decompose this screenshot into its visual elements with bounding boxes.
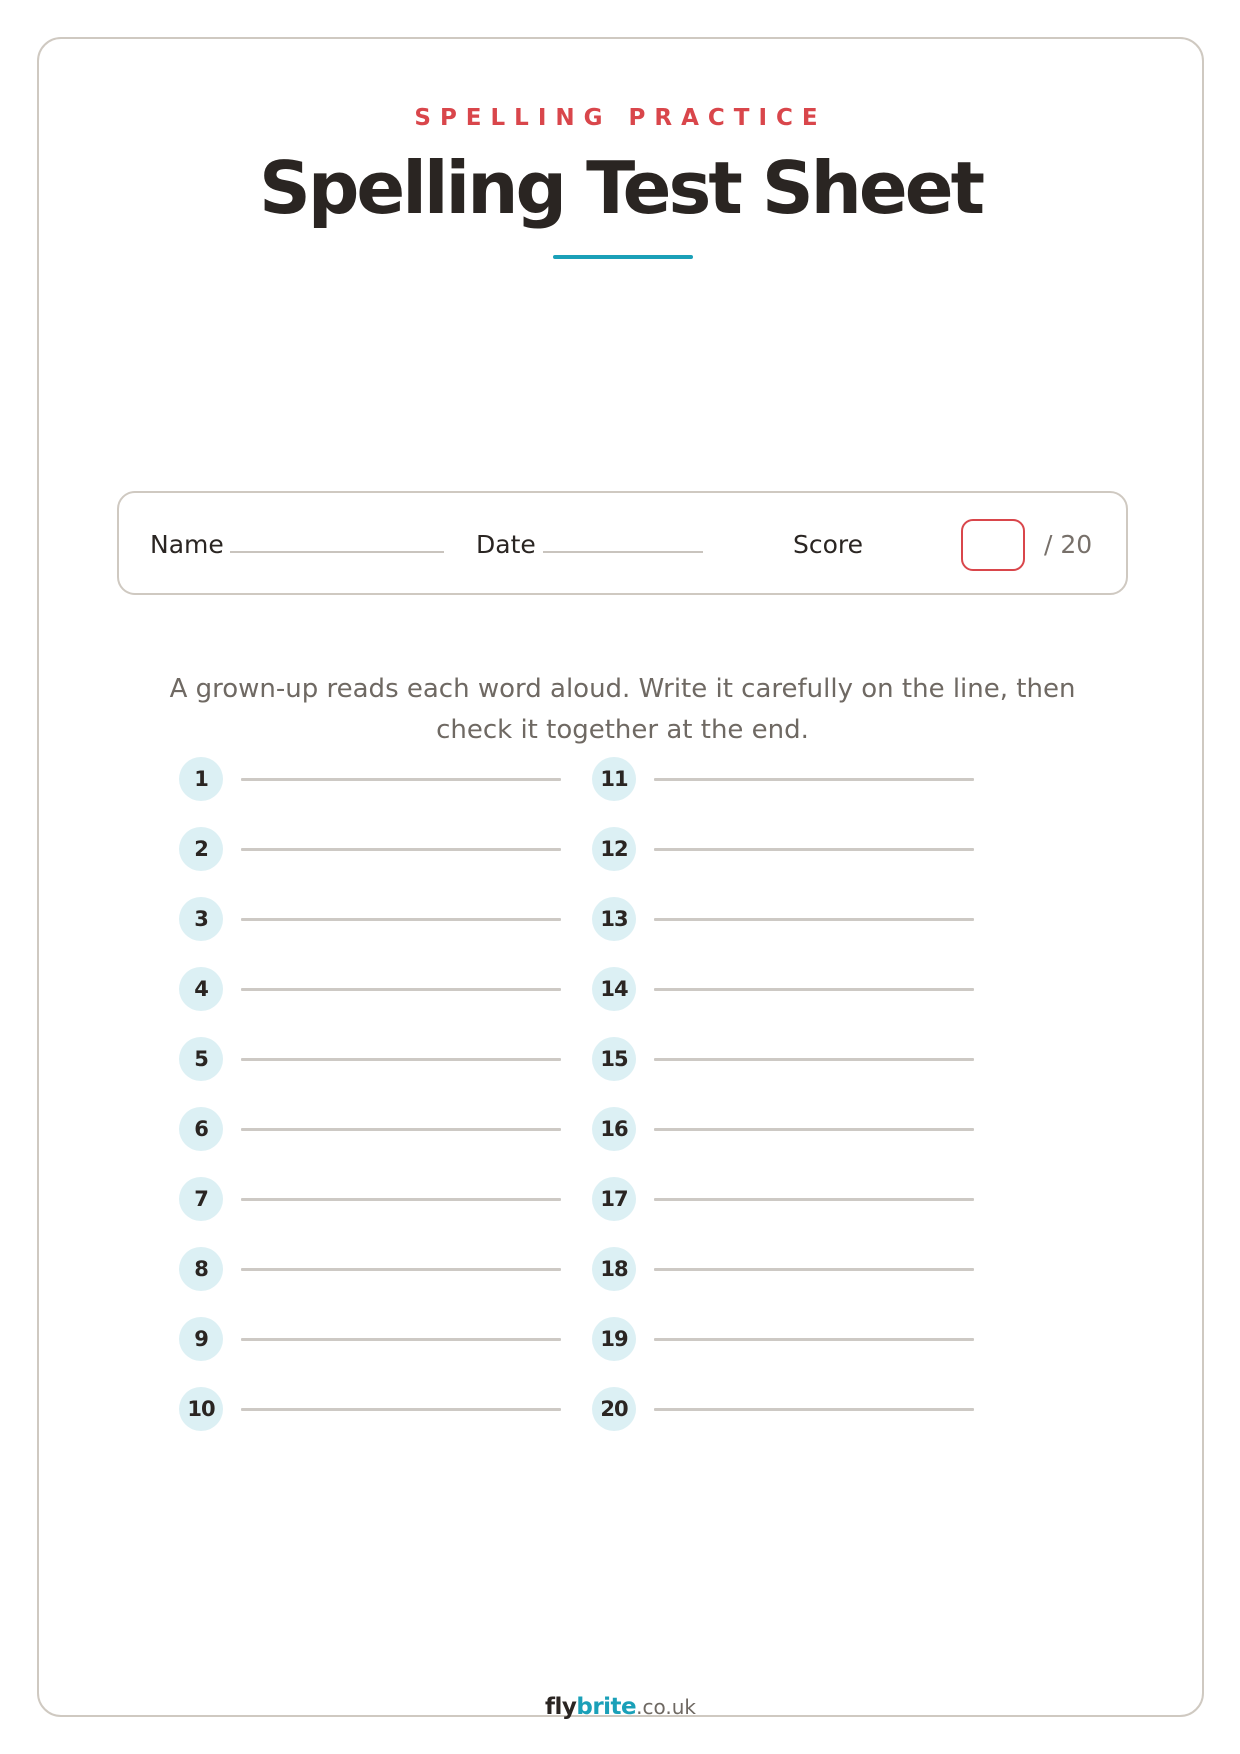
word-row xyxy=(592,1034,1032,1084)
word-answer-line[interactable] xyxy=(654,918,974,921)
word-row xyxy=(179,754,619,804)
word-row xyxy=(592,1314,1032,1364)
word-answer-line[interactable] xyxy=(241,1338,561,1341)
word-number-badge: 1 xyxy=(179,757,223,801)
word-number-badge: 8 xyxy=(179,1247,223,1291)
word-row xyxy=(179,1384,619,1434)
word-answer-line[interactable] xyxy=(241,918,561,921)
word-row xyxy=(179,1034,619,1084)
word-number-badge: 15 xyxy=(592,1037,636,1081)
word-row xyxy=(179,1174,619,1224)
word-answer-line[interactable] xyxy=(241,1198,561,1201)
worksheet-page xyxy=(37,37,1204,1720)
word-number-badge: 4 xyxy=(179,967,223,1011)
name-field[interactable] xyxy=(230,551,444,553)
word-number-badge: 20 xyxy=(592,1387,636,1431)
word-row xyxy=(592,894,1032,944)
instructions-text: A grown-up reads each word aloud. Write it carefully on the line, then check it together at the end. xyxy=(169,674,1076,745)
page-title: Spelling Test Sheet xyxy=(258,146,983,230)
word-row xyxy=(179,964,619,1014)
word-row xyxy=(179,1104,619,1154)
word-row xyxy=(592,1104,1032,1154)
word-row xyxy=(592,754,1032,804)
score-label: Score xyxy=(793,530,864,559)
student-info-box xyxy=(117,491,1128,595)
word-number-badge: 3 xyxy=(179,897,223,941)
word-number-badge: 17 xyxy=(592,1177,636,1221)
word-answer-line[interactable] xyxy=(654,1268,974,1271)
word-number-badge: 6 xyxy=(179,1107,223,1151)
word-number-badge: 12 xyxy=(592,827,636,871)
word-row xyxy=(592,964,1032,1014)
word-row xyxy=(592,1384,1032,1434)
score-total: / 20 xyxy=(1044,530,1093,559)
word-row xyxy=(179,894,619,944)
word-answer-line[interactable] xyxy=(654,778,974,781)
word-number-badge: 16 xyxy=(592,1107,636,1151)
word-number-badge: 2 xyxy=(179,827,223,871)
word-number-badge: 7 xyxy=(179,1177,223,1221)
date-field[interactable] xyxy=(543,551,703,553)
word-number-badge: 18 xyxy=(592,1247,636,1291)
word-answer-line[interactable] xyxy=(654,1408,974,1411)
word-answer-line[interactable] xyxy=(654,1058,974,1061)
word-number-badge: 10 xyxy=(179,1387,223,1431)
word-number-badge: 11 xyxy=(592,757,636,801)
word-answer-line[interactable] xyxy=(654,848,974,851)
name-label: Name xyxy=(150,530,224,559)
word-row xyxy=(592,824,1032,874)
word-row xyxy=(592,1244,1032,1294)
word-number-badge: 19 xyxy=(592,1317,636,1361)
word-number-badge: 14 xyxy=(592,967,636,1011)
word-answer-line[interactable] xyxy=(241,848,561,851)
word-answer-line[interactable] xyxy=(654,1128,974,1131)
brand-fly: fly xyxy=(544,1694,577,1720)
date-label: Date xyxy=(476,530,536,559)
word-answer-line[interactable] xyxy=(241,1128,561,1131)
footer-brand xyxy=(39,1692,1202,1724)
word-row xyxy=(179,824,619,874)
word-answer-line[interactable] xyxy=(654,1338,974,1341)
eyebrow-label: SPELLING PRACTICE xyxy=(414,105,827,131)
word-answer-line[interactable] xyxy=(241,1268,561,1271)
word-row xyxy=(179,1314,619,1364)
word-row xyxy=(592,1174,1032,1224)
title-underline xyxy=(553,255,693,259)
word-row xyxy=(179,1244,619,1294)
word-number-badge: 13 xyxy=(592,897,636,941)
word-number-badge: 5 xyxy=(179,1037,223,1081)
word-answer-line[interactable] xyxy=(241,988,561,991)
brand-brite: brite xyxy=(576,1694,637,1720)
word-answer-line[interactable] xyxy=(241,778,561,781)
word-number-badge: 9 xyxy=(179,1317,223,1361)
word-answer-line[interactable] xyxy=(654,988,974,991)
word-answer-line[interactable] xyxy=(654,1198,974,1201)
word-answer-line[interactable] xyxy=(241,1058,561,1061)
score-field[interactable] xyxy=(961,519,1025,571)
brand-domain: .co.uk xyxy=(636,1695,697,1719)
word-answer-line[interactable] xyxy=(241,1408,561,1411)
